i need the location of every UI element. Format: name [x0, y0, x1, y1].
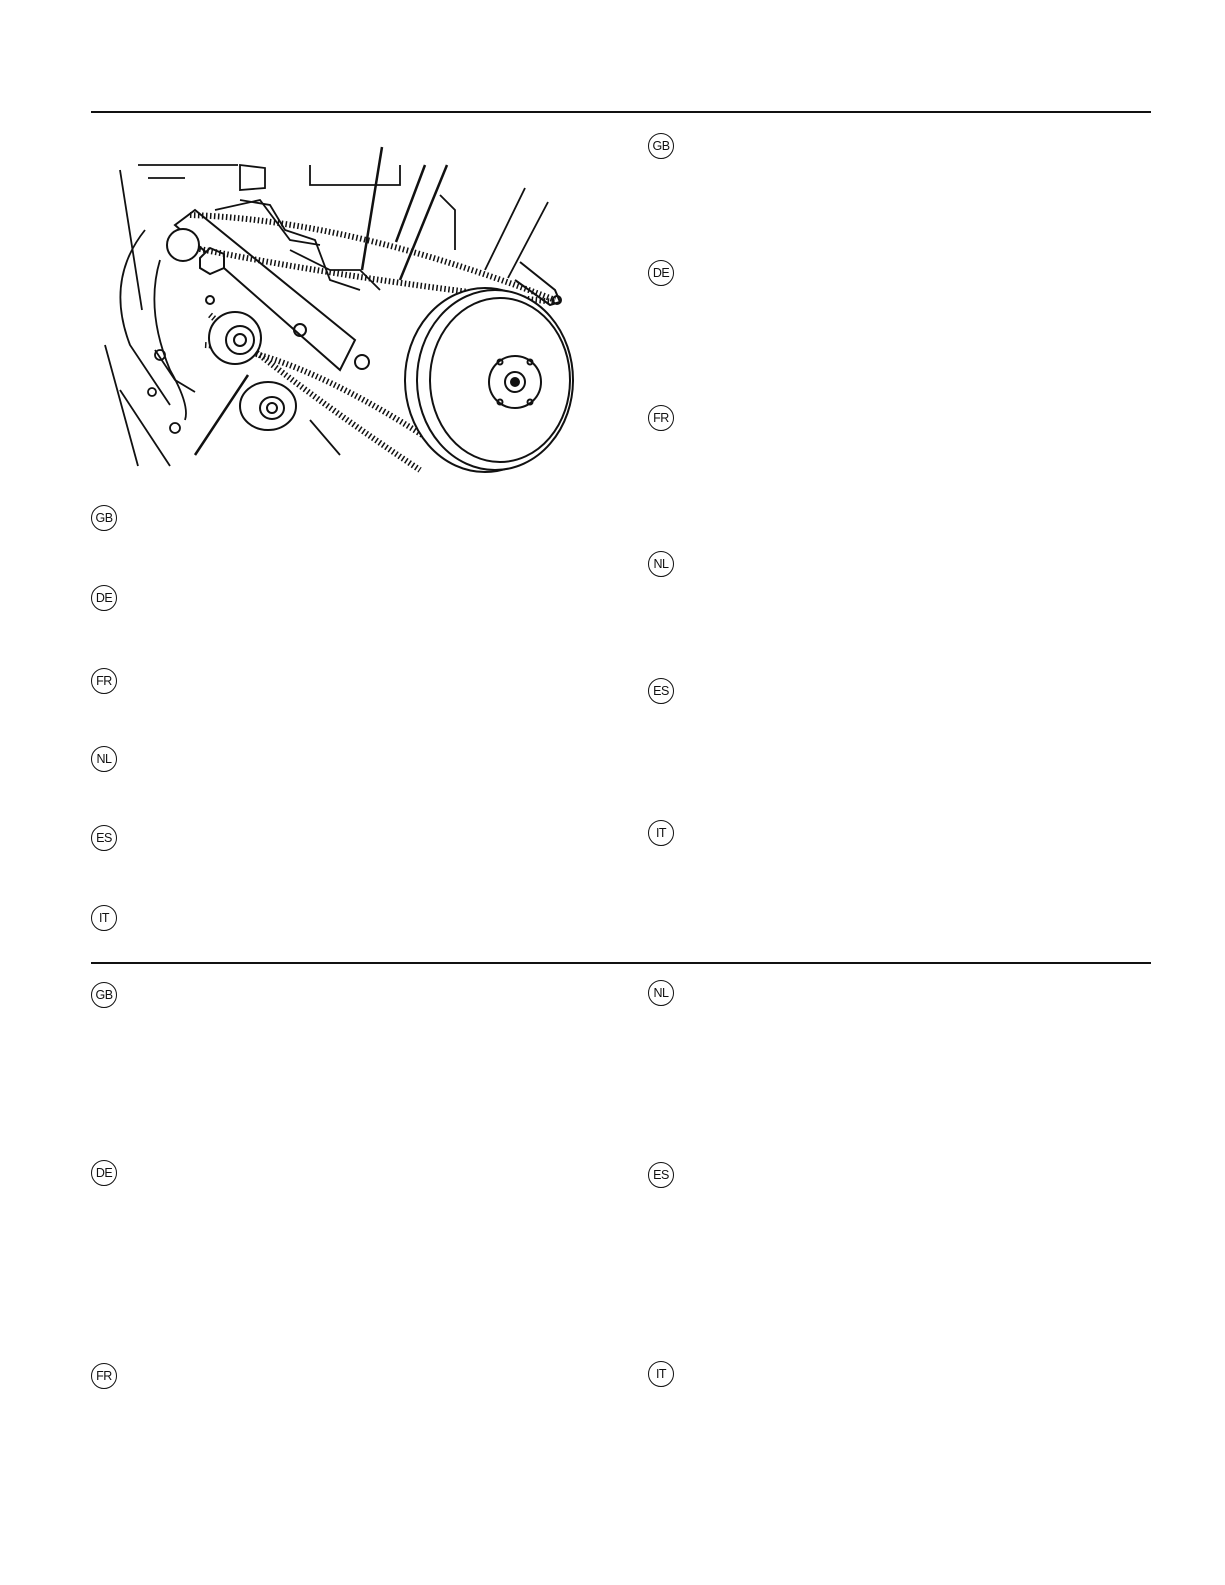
language-badge-es: ES: [91, 825, 117, 851]
idler-bracket: [175, 210, 369, 370]
middle-divider: [91, 962, 1151, 964]
language-badge-de: DE: [91, 585, 117, 611]
large-pulley: [405, 288, 573, 472]
belt-drive-illustration: [100, 130, 580, 490]
language-badge-it: IT: [91, 905, 117, 931]
language-badge-fr: FR: [91, 1363, 117, 1389]
language-badge-gb: GB: [648, 133, 674, 159]
language-badge-gb: GB: [91, 982, 117, 1008]
language-badge-es: ES: [648, 1162, 674, 1188]
language-badge-es: ES: [648, 678, 674, 704]
language-badge-gb: GB: [91, 505, 117, 531]
language-badge-nl: NL: [648, 551, 674, 577]
language-badge-nl: NL: [91, 746, 117, 772]
language-badge-it: IT: [648, 820, 674, 846]
language-badge-de: DE: [91, 1160, 117, 1186]
language-badge-nl: NL: [648, 980, 674, 1006]
language-badge-fr: FR: [91, 668, 117, 694]
language-badge-de: DE: [648, 260, 674, 286]
language-badge-fr: FR: [648, 405, 674, 431]
top-divider: [91, 111, 1151, 113]
language-badge-it: IT: [648, 1361, 674, 1387]
